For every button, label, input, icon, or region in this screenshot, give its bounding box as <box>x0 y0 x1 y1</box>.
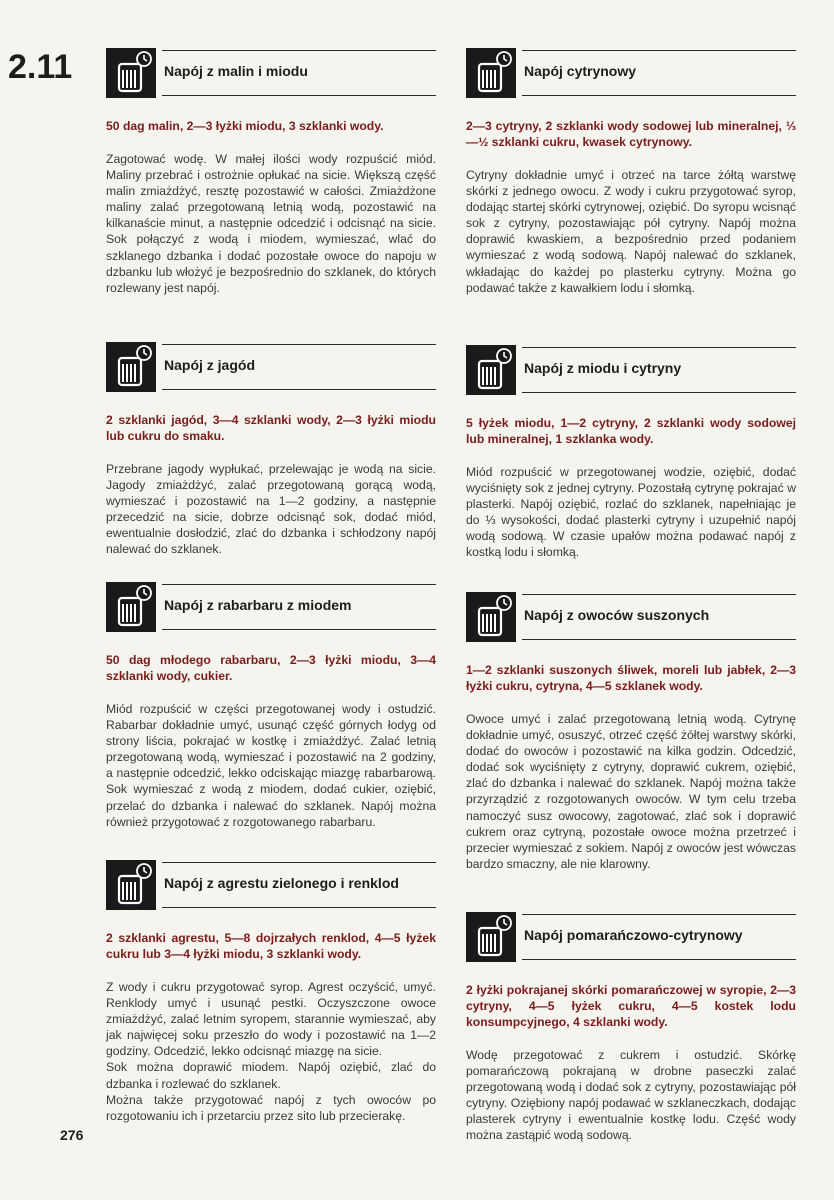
recipe-instructions: Owoce umyć i zalać przegotowaną letnią wodą. Cytrynę dokładnie umyć, osuszyć, otrzeć część żółtej warstwy skórki, dodać do owoców i pozostawić na kilka godzin. Odcedzić, dodać sok wyciśnięty z cytryny, doprawić cukrem, oziębić, zlać do dzbanka i nalewać do szklanek. Napój można także przyrządzić z rozgotowanych owoców. W tym celu trzeba namoczyć susz owocowy, zagotować, zlać sok i doprawić cukrem oraz cytryną, pozostałe owoce można przetrzeć i przecier wymieszać z sokiem. Napój z owoców jest wówczas bardzo smaczny, ale nie klarowny. <box>466 712 796 871</box>
divider <box>162 95 436 96</box>
page-number: 276 <box>60 1127 84 1143</box>
recipe-pomaranczowo-cytrynowy <box>466 912 796 1144</box>
divider <box>162 344 436 345</box>
recipe-instructions: Z wody i cukru przygotować syrop. Agrest oczyścić, umyć. Renklody umyć i usunąć pestki. Oczyszczone owoce zmiażdżyć, zalać letnim syropem, starannie wymieszać, aby jak najwięcej soku przeszło do wody i pozostawić na 1—2 godziny. Odcedzić, lekko odcisnąć miazgę na sicie. <box>106 980 436 1059</box>
divider <box>522 347 796 348</box>
recipe-ingredients: 50 dag malin, 2—3 łyżki miodu, 3 szklanki wody. <box>106 119 384 133</box>
beverage-icon <box>466 912 516 962</box>
beverage-icon <box>106 48 156 98</box>
recipe-instructions-note: Sok można doprawić miodem. Napój oziębić, zlać do dzbanka i rozlewać do szklanek. <box>106 1060 436 1091</box>
divider <box>162 584 436 585</box>
beverage-icon <box>106 582 156 632</box>
recipe-cytrynowy <box>466 48 796 296</box>
recipe-title: Napój cytrynowy <box>524 63 637 79</box>
recipe-instructions: Zagotować wodę. W małej ilości wody rozpuścić miód. Maliny przebrać i ostrożnie opłukać na sicie. Większą część malin zmiażdżyć, resztę pozostawić w całości. Zmiażdżone maliny zalać przegotowaną letnią wodą, pozostawić na kilkanaście minut, a następnie odcedzić i odcisnąć na sicie. Sok połączyć z wodą i miodem, wymieszać, wlać do szklanego dzbanka i dodać pozostałe owoce do napoju w dzbanku lub włożyć je bezpośrednio do szklanek, do których rozlewany jest napój. <box>106 152 436 295</box>
divider <box>522 959 796 960</box>
recipe-instructions: Przebrane jagody wypłukać, przelewając je wodą na sicie. Jagody zmiażdżyć, zalać przegotowaną gorącą wodą, wymieszać i pozostawić na 1—2 godziny, a następnie przecedzić na sicie, dobrze odcisnąć sok, dodać miód, ewentualnie dosłodzić, zlać do dzbanka i schłodzony napój nalewać do szklanek. <box>106 462 436 557</box>
recipe-title: Napój z miodu i cytryny <box>524 360 682 376</box>
divider <box>162 389 436 390</box>
beverage-icon <box>466 345 516 395</box>
recipe-title: Napój z rabarbaru z miodem <box>164 597 352 613</box>
recipe-malin <box>106 48 436 296</box>
recipe-jagod <box>106 342 436 558</box>
divider <box>522 594 796 595</box>
divider <box>522 50 796 51</box>
recipe-instructions: Wodę przegotować z cukrem i ostudzić. Skórkę pomarańczową pokrajaną w drobne paseczki zalać przegotowaną wodą i dodać sok z cytryny, pozostawiając pół cytryny. Oziębiony napój podawać w szklaneczkach, dodając plasterek cytryny i ewentualnie kostkę lodu. Część wody można zastąpić wodą sodową. <box>466 1048 796 1143</box>
recipe-title: Napój z owoców suszonych <box>524 607 710 623</box>
recipe-ingredients: 2 szklanki jagód, 3—4 szklanki wody, 2—3 łyżki miodu lub cukru do smaku. <box>106 413 436 443</box>
recipe-ingredients: 2—3 cytryny, 2 szklanki wody sodowej lub mineralnej, ⅓—½ szklanki cukru, kwasek cytrynowy. <box>466 119 796 149</box>
divider <box>522 914 796 915</box>
recipe-ingredients: 2 łyżki pokrajanej skórki pomarańczowej w syropie, 2—3 cytryny, 4—5 łyżek cukru, 4—5 kostek lodu konsumpcyjnego, 4 szklanki wody. <box>466 983 796 1029</box>
recipe-owoce-suszone <box>466 592 796 872</box>
recipe-rabarbar <box>106 582 436 830</box>
recipe-title: Napój z jagód <box>164 357 255 373</box>
section-number: 2.11 <box>8 48 73 86</box>
recipe-header <box>106 582 436 634</box>
recipe-title: Napój z agrestu zielonego i renklod <box>164 875 399 891</box>
recipe-header <box>466 345 796 397</box>
recipe-agrest <box>106 860 436 1124</box>
recipe-ingredients: 2 szklanki agrestu, 5—8 dojrzałych renklod, 4—5 łyżek cukru lub 3—4 łyżki miodu, 3 szklanki wody. <box>106 931 436 961</box>
divider <box>162 629 436 630</box>
recipe-title: Napój pomarańczowo-cytrynowy <box>524 927 743 943</box>
recipe-header <box>106 342 436 394</box>
beverage-icon <box>466 48 516 98</box>
divider <box>162 50 436 51</box>
divider <box>522 392 796 393</box>
recipe-header <box>466 592 796 644</box>
recipe-ingredients: 50 dag młodego rabarbaru, 2—3 łyżki miodu, 3—4 szklanki wody, cukier. <box>106 653 436 683</box>
recipe-ingredients: 1—2 szklanki suszonych śliwek, moreli lub jabłek, 2—3 łyżki cukru, cytryna, 4—5 szklanek wody. <box>466 663 796 693</box>
recipe-header <box>106 860 436 912</box>
recipe-header <box>466 48 796 100</box>
recipe-instructions: Miód rozpuścić w części przegotowanej wody i ostudzić. Rabarbar dokładnie umyć, usunąć część górnych łodyg od strony liścia, pokrajać w kostkę i zmiażdżyć. Zalać letnią przegotowaną wodą, wymieszać i pozostawić na 2 godziny, a następnie odcedzić, lekko odciskając miazgę rabarbarową. Sok wymieszać z wodą z miodem, dodać cukier, oziębić, przelać do dzbanka i nalewać do szklanek. Napój można również przygotować z rozgotowanego rabarbaru. <box>106 702 436 829</box>
beverage-icon <box>106 342 156 392</box>
recipe-miod-cytryna <box>466 345 796 561</box>
divider <box>522 95 796 96</box>
divider <box>162 907 436 908</box>
beverage-icon <box>466 592 516 642</box>
recipe-instructions: Cytryny dokładnie umyć i otrzeć na tarce żółtą warstwę skórki z jednego owocu. Z wody i cukru przygotować syrop, dodając startej skórki cytrynowej, oziębić. Do syropu wcisnąć sok z cytryny, pozostawiając pół cytryny. Napój można doprawić kwaskiem, a bezpośrednio przed podaniem wymieszać z wodą sodową. Napój nalewać do szklanek, wkładając do każdej po plasterku cytryny. Można go podawać także z kawałkiem lodu i słomką. <box>466 168 796 295</box>
divider <box>162 862 436 863</box>
recipe-header <box>106 48 436 100</box>
recipe-title: Napój z malin i miodu <box>164 63 308 79</box>
recipe-ingredients: 5 łyżek miodu, 1—2 cytryny, 2 szklanki wody sodowej lub mineralnej, 1 szklanka wody. <box>466 416 796 446</box>
recipe-instructions-note: Można także przygotować napój z tych owoców po rozgotowaniu ich i przetarciu przez sito lub przecierakę. <box>106 1092 436 1123</box>
recipe-header <box>466 912 796 964</box>
beverage-icon <box>106 860 156 910</box>
recipe-instructions: Miód rozpuścić w przegotowanej wodzie, oziębić, dodać wyciśnięty sok z jednej cytryny. Pozostałą cytrynę pokrajać w plasterki. Napój oziębić, rozlać do szklanek, napełniając je do ⅓ wysokości, dodać plasterki cytryny i uzupełnić napój wodą sodową. W czasie upałów można podawać napój z kostką lodu i słomką. <box>466 465 796 560</box>
divider <box>522 639 796 640</box>
